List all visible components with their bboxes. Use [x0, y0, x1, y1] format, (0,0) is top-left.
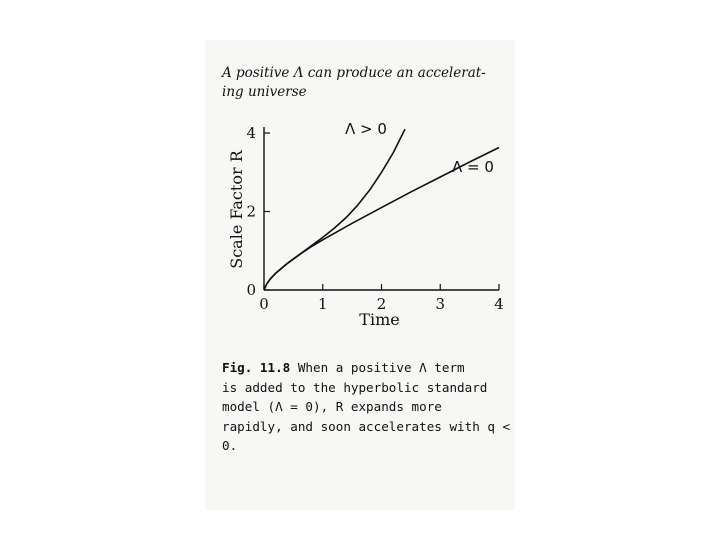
chart-curves	[264, 129, 499, 290]
y-tick-label: 2	[246, 202, 256, 221]
y-tick-label: 4	[246, 124, 256, 142]
x-tick-label: 4	[494, 295, 504, 313]
chart-ticks	[246, 124, 503, 313]
x-tick-label: 2	[376, 295, 387, 313]
y-tick-label: 0	[246, 281, 256, 299]
caption-label: Fig. 11.8	[222, 360, 291, 375]
series-label: Λ > 0	[345, 120, 387, 138]
caption-text: When a positive Λ term is added to the hyperbolic standard model (Λ = 0), R expands more rapidly, and soon accelerates with q < 0.	[222, 360, 511, 453]
series-label: Λ = 0	[452, 158, 494, 176]
series-line	[264, 129, 405, 290]
figure-heading: A positive Λ can produce an accelerat- ing universe	[222, 65, 486, 100]
x-axis-title: Time	[359, 310, 400, 329]
x-tick-label: 1	[317, 295, 328, 313]
y-axis-title: Scale Factor R	[227, 150, 246, 269]
x-tick-label: 3	[435, 295, 446, 313]
x-tick-label: 0	[259, 295, 269, 313]
figure-caption	[222, 358, 527, 456]
